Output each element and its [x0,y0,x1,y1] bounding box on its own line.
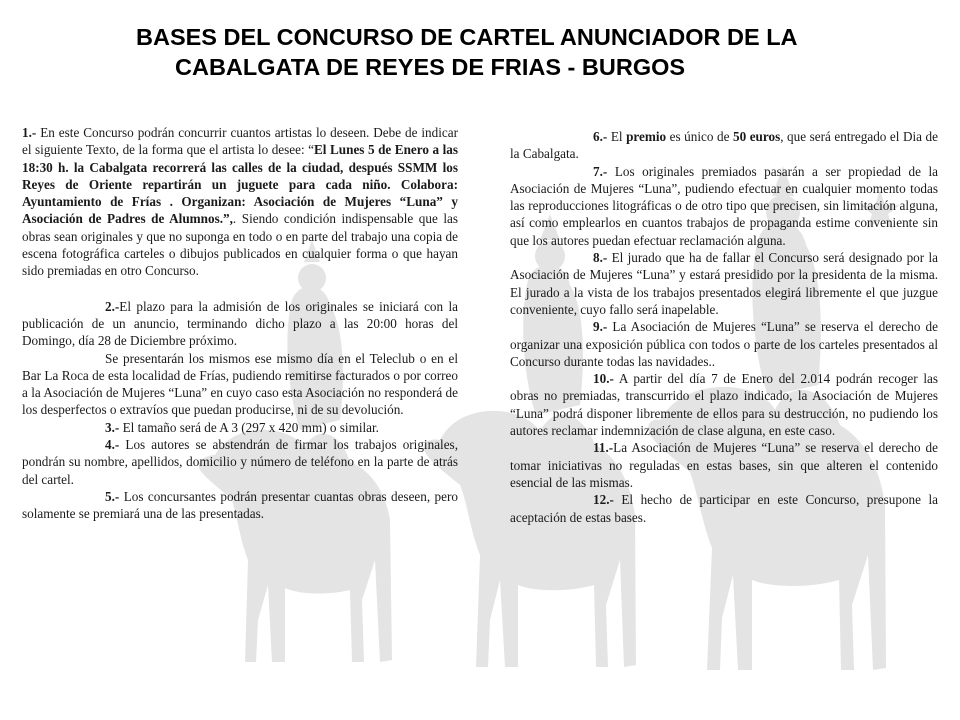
rule-2-continued [22,350,458,419]
rule-number: 6.- [593,129,608,144]
rule-text: , que será entregado el Dia de la Cabalgata. [510,129,938,162]
prize-word: premio [626,129,667,144]
rule-number: 4.- [105,437,120,453]
rule-number: 11.- [593,440,614,456]
rule-text: es único de [666,129,733,144]
prize-amount: 50 euros [732,129,781,144]
rule-text: El plazo para la admisión de los originales se iniciará con la publicación de un anuncio, terminando dicho plazo a las 20:00 horas del Domingo, día 28 de Diciembre próximo. [22,298,458,349]
rule-text: El hecho de participar en este Concurso, presupone la aceptación de estas bases. [510,492,938,525]
rule-number: 7.- [593,163,608,179]
rule-text: Los autores se abstendrán de firmar los trabajos originales, pondrán su nombre, apellidos, domicilio y número de teléfono en la parte de atrás del cartel. [22,437,458,487]
rule-number: 12.- [593,492,614,508]
left-column [22,124,458,523]
rule-2 [22,298,458,350]
rule-9 [510,318,938,370]
rule-text: Los originales premiados pasarán a ser propiedad de la Asociación de Mujeres “Luna”, pudiendo efectuar en cualquier momento todas las reproducciones litográficas o de otro tipo que precisen, sin limitación alguna, así como emplearlos en cuantos trabajos de propaganda estime conveniente sin que los autores puedan efectuar reclamación alguna. [510,163,938,248]
rule-number: 9.- [593,319,608,335]
rule-4 [22,436,458,488]
rule-number: 1.- [22,125,37,140]
right-column [510,128,938,526]
rule-6 [510,128,938,163]
rule-text: . Siendo condición indispensable que las obras sean originales y que no suponga en todo o en parte del trabajo una copia de escena fotográfica carteles o dibujos publicados en cualquier forma o que hayan sido premiadas en otro Concurso. [22,211,458,279]
rule-11 [510,439,938,491]
rule-text: Los concursantes podrán presentar cuantas obras deseen, pero solamente se premiará una de las presentadas. [22,488,458,522]
rule-text: El jurado que ha de fallar el Concurso será designado por la Asociación de Mujeres “Luna” y estará presidido por la presidenta de la misma. El jurado a la vista de los trabajos presentados elegirá libremente el que juzgue conveniente, cuyo fallo será inapelable. [510,250,938,317]
title-line-1: BASES DEL CONCURSO DE CARTEL ANUNCIADOR DE LA [136,24,798,50]
required-text: El Lunes 5 de Enero a las 18:30 h. la Cabalgata recorrerá las calles de la ciudad, después SSMM los Reyes de Oriente repartirán un juguete para cada niño. Colabora: Ayuntamiento de Frías . Organizan: Asociación de Mujeres “Luna” y Asociación de Padres de Alumnos.”, [22,142,458,227]
rule-text: La Asociación de Mujeres “Luna” se reserva el derecho de organizar una exposición pública con todos o parte de los carteles presentados al Concurso durante todas las navidades.. [510,319,938,369]
rule-number: 10.- [593,371,614,387]
rule-text: El tamaño será de A 3 (297 x 420 mm) o similar. [119,419,379,435]
rule-text: La Asociación de Mujeres “Luna” se reserva el derecho de tomar iniciativas no reguladas en estas bases, sin que alteren el contenido esencial de las mismas. [510,440,938,490]
rule-text: El [607,129,627,144]
rule-number: 5.- [105,488,120,504]
rule-number: 3.- [105,419,120,435]
rule-10 [510,370,938,439]
rule-number: 8.- [593,250,608,266]
rule-3 [22,419,458,436]
rule-5 [22,488,458,523]
title-line-2: CABALGATA DE REYES DE FRIAS - BURGOS [175,54,686,80]
rule-12 [510,491,938,526]
rule-text: En este Concurso podrán concurrir cuantos artistas lo deseen. Debe de indicar el siguiente Texto, de la forma que el artista lo desee: “ [22,125,458,158]
rule-1 [22,124,458,280]
rule-number: 2.- [105,298,120,314]
rule-8 [510,249,938,318]
page-title [0,22,960,82]
rule-text: Se presentarán los mismos ese mismo día en el Teleclub o en el Bar La Roca de esta localidad de Frías, pudiendo remitirse facturados o por correo a la Asociación de Mujeres “Luna” en cuyo caso esta Asociación no responderá de los desperfectos o extravíos que puedan producirse, ni de su devolución. [22,350,458,418]
rule-7 [510,163,938,249]
rule-text: A partir del día 7 de Enero del 2.014 podrán recoger las obras no premiadas, transcurrido el plazo indicado, la Asociación de Mujeres “Luna” podrá disponer libremente de ellos para su destrucción, no pudiendo los autores reclamar indemnización de clase alguna, en este caso. [510,371,938,439]
